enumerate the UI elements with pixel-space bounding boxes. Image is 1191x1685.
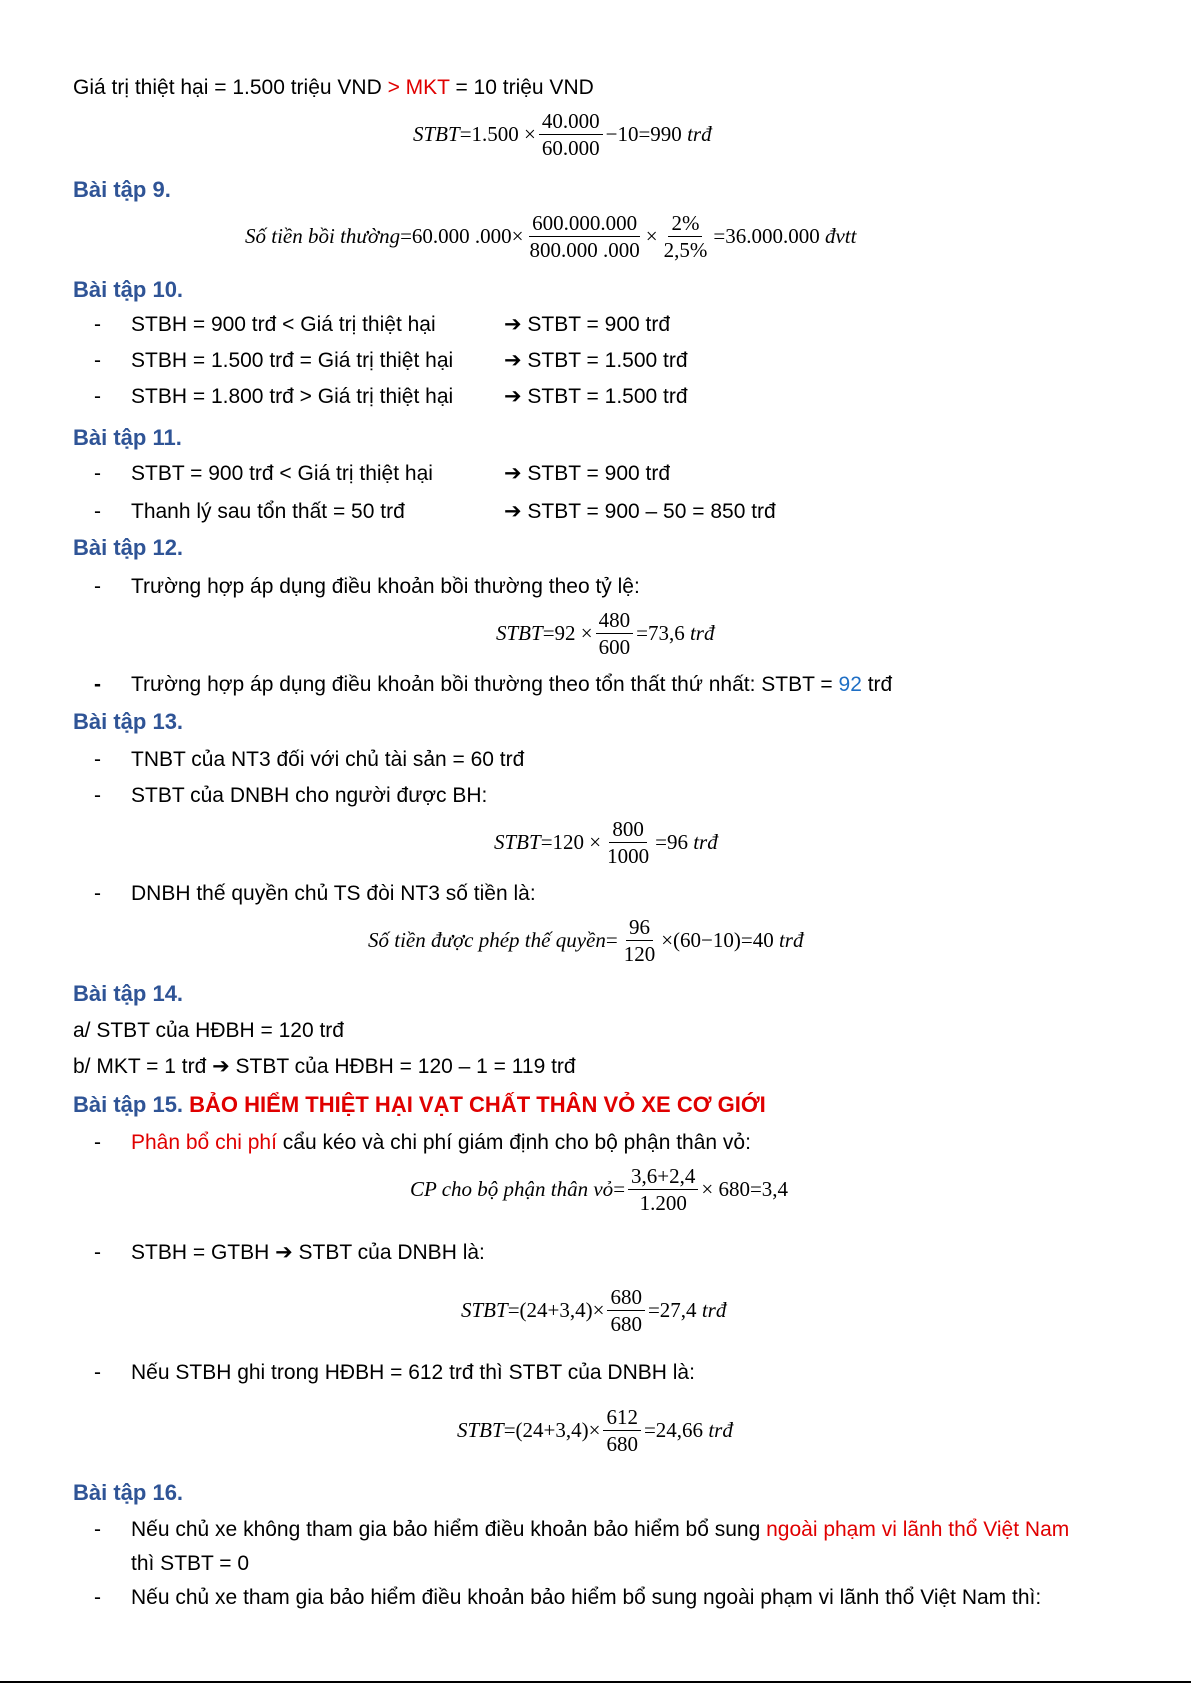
list-item-continuation: thì STBT = 0 (131, 1552, 250, 1575)
list-bullet: - (94, 1518, 101, 1541)
heading-bt16: Bài tập 16. (73, 1480, 184, 1505)
formula-pre: =(24+3,4)× (507, 1298, 605, 1322)
list-item-text: Trường hợp áp dụng điều khoản bồi thường theo tổn thất thứ nhất: STBT = (131, 673, 839, 696)
formula-post: ×(60−10)=40 (661, 928, 774, 952)
formula-bt15-3 (457, 1404, 733, 1457)
fraction (539, 108, 603, 161)
formula-pre: = (605, 928, 618, 952)
list-bullet: - (94, 313, 101, 336)
list-bullet: - (94, 882, 101, 905)
formula-pre: =120 × (540, 830, 602, 854)
list-item-highlight: Phân bổ chi phí (131, 1131, 277, 1154)
denominator: 680 (606, 1432, 638, 1456)
formula-unit: trđ (701, 1298, 727, 1322)
heading-bt11: Bài tập 11. (73, 425, 182, 450)
list-item: Nếu STBH ghi trong HĐBH = 612 trđ thì STBT của DNBH là: (131, 1361, 695, 1384)
numerator: 680 (607, 1284, 645, 1311)
formula-bt13-2 (368, 914, 803, 967)
list-bullet: - (94, 1361, 101, 1384)
formula-unit: trđ (778, 928, 804, 952)
fraction (607, 1284, 645, 1337)
list-bullet: - (94, 500, 101, 523)
list-bullet: - (94, 385, 101, 408)
fraction (604, 816, 652, 869)
list-bullet: - (94, 462, 101, 485)
list-bullet: - (94, 784, 101, 807)
numerator: 40.000 (539, 108, 603, 135)
list-bullet: - (94, 748, 101, 771)
heading-title: BẢO HIỂM THIỆT HẠI VẠT CHẤT THÂN VỎ XE CƠ GIỚI (189, 1092, 766, 1117)
heading-bt12: Bài tập 12. (73, 535, 184, 560)
heading-bt15 (73, 1092, 766, 1118)
intro-text: Giá trị thiệt hại = 1.500 triệu VND (73, 76, 388, 99)
numerator: 3,6+2,4 (628, 1163, 698, 1190)
numerator: 2% (668, 210, 702, 237)
fraction (596, 607, 634, 660)
numerator: 800 (609, 816, 647, 843)
fraction (661, 210, 711, 263)
formula-pre: =92 × (542, 621, 593, 645)
heading-bt13: Bài tập 13. (73, 709, 184, 734)
formula-lhs: Số tiền bồi thường (245, 224, 401, 248)
list-item-result: ➔ STBT = 1.500 trđ (504, 349, 688, 372)
fraction (621, 914, 659, 967)
formula-unit: trđ (687, 122, 712, 146)
denominator: 60.000 (541, 136, 600, 160)
formula-bt15-1 (410, 1163, 788, 1216)
numerator: 480 (596, 607, 634, 634)
formula-pre: =1.500 × (459, 122, 536, 146)
list-item: STBH = 1.500 trđ = Giá trị thiệt hại (131, 349, 454, 372)
intro-highlight: > MKT (387, 76, 450, 99)
formula-bt13-1 (494, 816, 718, 869)
list-item-value: 92 (838, 673, 862, 696)
list-item: TNBT của NT3 đối với chủ tài sản = 60 trđ (131, 748, 525, 771)
heading-bt9: Bài tập 9. (73, 177, 171, 202)
denominator: 600 (598, 635, 631, 659)
numerator: 612 (603, 1404, 641, 1431)
list-item-text: cẩu kéo và chi phí giám định cho bộ phận thân vỏ: (276, 1131, 751, 1154)
formula-bt15-2 (461, 1284, 726, 1337)
formula-post: =96 (655, 830, 688, 854)
intro-text-end: = 10 triệu VND (449, 76, 594, 99)
formula-post: =27,4 (647, 1298, 697, 1322)
numerator: 96 (626, 914, 653, 941)
formula-pre: = (613, 1177, 626, 1201)
answer-line-a: a/ STBT của HĐBH = 120 trđ (73, 1019, 344, 1042)
multiply-sign: × (645, 224, 658, 248)
list-item-result: ➔ STBT = 900 trđ (504, 313, 671, 336)
denominator: 1000 (607, 844, 650, 868)
denominator: 120 (623, 942, 656, 966)
list-item-text: Nếu chủ xe không tham gia bảo hiểm điều khoản bảo hiểm bổ sung (131, 1518, 767, 1541)
heading-bt10: Bài tập 10. (73, 277, 184, 302)
formula-lhs: STBT (496, 621, 543, 645)
list-item-result: ➔ STBT = 900 trđ (504, 462, 671, 485)
list-item-result: ➔ STBT = 1.500 trđ (504, 385, 688, 408)
list-item: STBT = 900 trđ < Giá trị thiệt hại (131, 462, 433, 485)
list-item: STBH = GTBH ➔ STBT của DNBH là: (131, 1241, 485, 1264)
denominator: 800.000 .000 (529, 238, 640, 262)
list-item-unit: trđ (861, 673, 893, 696)
formula-lhs: Số tiền được phép thế quyền (368, 928, 606, 952)
list-bullet: - (94, 349, 101, 372)
formula-pre: =(24+3,4)× (503, 1418, 601, 1442)
list-item (131, 1130, 751, 1156)
list-item: STBT của DNBH cho người được BH: (131, 784, 488, 807)
list-bullet: - (94, 575, 101, 598)
list-bullet: - (94, 1131, 101, 1154)
list-item (131, 1517, 1069, 1543)
denominator: 680 (610, 1312, 642, 1336)
list-item: Nếu chủ xe tham gia bảo hiểm điều khoản bảo hiểm bổ sung ngoài phạm vi lãnh thổ Việt Nam thì: (131, 1586, 1042, 1609)
list-bullet: - (94, 673, 101, 696)
fraction (628, 1163, 698, 1216)
answer-line-b: b/ MKT = 1 trđ ➔ STBT của HĐBH = 120 – 1 = 119 trđ (73, 1055, 576, 1078)
list-item: STBH = 1.800 trđ > Giá trị thiệt hại (131, 385, 454, 408)
formula-post: × 680=3,4 (701, 1177, 789, 1201)
list-item (131, 672, 892, 698)
fraction (527, 210, 643, 263)
denominator: 2,5% (663, 238, 708, 262)
formula-bt12 (496, 607, 714, 660)
formula-lhs: STBT (457, 1418, 504, 1442)
formula-pre: =60.000 .000× (400, 224, 524, 248)
list-item-highlight: ngoài phạm vi lãnh thổ Việt Nam (766, 1518, 1070, 1541)
formula-post: =36.000.000 (713, 224, 820, 248)
list-item: Thanh lý sau tổn thất = 50 trđ (131, 500, 405, 523)
formula-unit: trđ (693, 830, 718, 854)
heading-label: Bài tập 15. (73, 1092, 190, 1117)
list-bullet: - (94, 1586, 101, 1609)
denominator: 1.200 (639, 1191, 687, 1215)
formula-post: −10=990 (605, 122, 682, 146)
list-item: DNBH thế quyền chủ TS đòi NT3 số tiền là: (131, 882, 536, 905)
list-item: STBH = 900 trđ < Giá trị thiệt hại (131, 313, 436, 336)
numerator: 600.000.000 (529, 210, 640, 237)
formula-lhs: STBT (461, 1298, 508, 1322)
list-item-result: ➔ STBT = 900 – 50 = 850 trđ (504, 500, 776, 523)
formula-bt9 (245, 210, 856, 263)
fraction (603, 1404, 641, 1457)
formula-unit: trđ (708, 1418, 733, 1442)
formula-unit: trđ (689, 621, 715, 645)
formula-lhs: CP cho bộ phận thân vỏ (410, 1177, 614, 1201)
formula-post: =73,6 (636, 621, 685, 645)
formula-unit: đvtt (824, 224, 857, 248)
page-bottom-rule (0, 1681, 1191, 1683)
formula-lhs: STBT (413, 122, 460, 146)
list-item: Trường hợp áp dụng điều khoản bồi thường theo tỷ lệ: (131, 575, 640, 598)
formula-stbt-1 (413, 108, 712, 161)
heading-bt14: Bài tập 14. (73, 981, 184, 1006)
intro-line (73, 75, 594, 101)
formula-post: =24,66 (643, 1418, 704, 1442)
formula-lhs: STBT (494, 830, 541, 854)
list-bullet: - (94, 1241, 101, 1264)
